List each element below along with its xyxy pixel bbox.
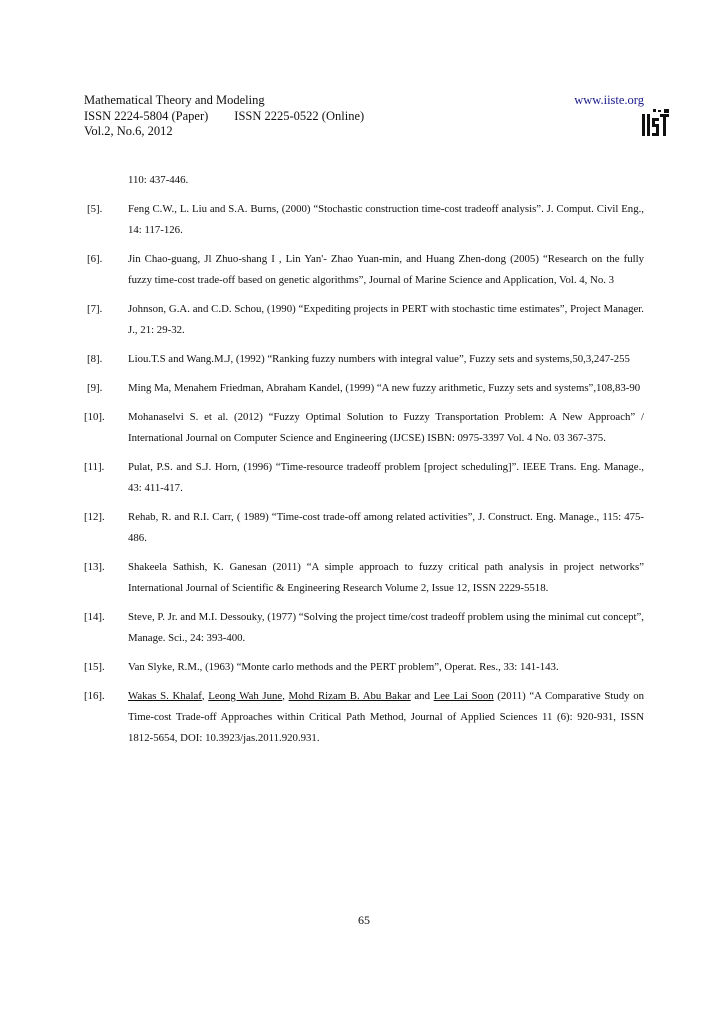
reference-number: [11]. <box>84 461 105 473</box>
reference-item <box>84 507 644 549</box>
journal-title: Mathematical Theory and Modeling <box>84 93 265 107</box>
reference-number: [10]. <box>84 411 105 423</box>
author-link[interactable]: Wakas S. Khalaf <box>128 690 202 702</box>
journal-url-link[interactable]: www.iiste.org <box>574 93 644 107</box>
reference-text: Rehab, R. and R.I. Carr, ( 1989) “Time-cost trade-off among related activities”, J. Construct. Eng. Manage., 115: 475-486. <box>128 511 644 544</box>
iiste-logo <box>641 108 671 138</box>
reference-number: [15]. <box>84 661 105 673</box>
reference-text: Pulat, P.S. and S.J. Horn, (1996) “Time-resource tradeoff problem [project scheduling]”. IEEE Trans. Eng. Manage., 43: 411-417. <box>128 461 644 494</box>
references-list <box>84 170 644 757</box>
issn-online: ISSN 2225-0522 (Online) <box>234 108 365 123</box>
reference-item <box>84 657 644 678</box>
reference-continuation: 110: 437-446. <box>128 174 189 186</box>
reference-number: [9]. <box>87 382 103 394</box>
author-link[interactable]: Mohd Rizam B. Abu Bakar <box>288 690 411 702</box>
reference-text: Ming Ma, Menahem Friedman, Abraham Kandel, (1999) “A new fuzzy arithmetic, Fuzzy sets and systems”,108,83-90 <box>128 382 641 394</box>
reference-text: Jin Chao-guang, Jl Zhuo-shang I , Lin Yan'- Zhao Yuan-min, and Huang Zhen-dong (2005) “Research on the fully fuzzy time-cost trade-off based on genetic algorithms”, Journal of Marine Science and Application, Vol. 4, No. 3 <box>128 253 644 286</box>
reference-number: [7]. <box>87 303 103 315</box>
reference-text: Feng C.W., L. Liu and S.A. Burns, (2000) “Stochastic construction time-cost tradeoff analysis”. J. Comput. Civil Eng., 14: 117-126. <box>128 203 644 236</box>
reference-item <box>84 199 644 241</box>
reference-item <box>84 457 644 499</box>
reference-entries <box>84 199 644 678</box>
reference-item <box>84 557 644 599</box>
reference-number: [16]. <box>84 690 105 702</box>
reference-text: Van Slyke, R.M., (1963) “Monte carlo methods and the PERT problem”, Operat. Res., 33: 141-143. <box>128 661 559 673</box>
reference-item <box>84 378 644 399</box>
reference-text: Liou.T.S and Wang.M.J, (1992) “Ranking fuzzy numbers with integral value”, Fuzzy sets and systems,50,3,247-255 <box>128 353 630 365</box>
reference-item <box>84 607 644 649</box>
reference-number: [6]. <box>87 253 103 265</box>
reference-number: [14]. <box>84 611 105 623</box>
reference-item <box>84 249 644 291</box>
reference-item <box>84 349 644 370</box>
issn-paper: ISSN 2224-5804 (Paper) <box>84 108 209 123</box>
reference-number: [12]. <box>84 511 105 523</box>
reference-text: Steve, P. Jr. and M.I. Dessouky, (1977) “Solving the project time/cost tradeoff problem using the minimal cut concept”, Manage. Sci., 24: 393-400. <box>128 611 644 644</box>
volume-issue: Vol.2, No.6, 2012 <box>84 124 173 138</box>
reference-item <box>84 407 644 449</box>
author-link[interactable]: Lee Lai Soon <box>433 690 494 702</box>
author-link[interactable]: Leong Wah June <box>208 690 283 702</box>
reference-text: Shakeela Sathish, K. Ganesan (2011) “A simple approach to fuzzy critical path analysis in project networks” International Journal of Scientific & Engineering Research Volume 2, Issue 12, ISSN 2229-5518. <box>128 561 644 594</box>
reference-number: [5]. <box>87 203 103 215</box>
issn-line <box>84 109 644 125</box>
reference-number: [8]. <box>87 353 103 365</box>
reference-text: Johnson, G.A. and C.D. Schou, (1990) “Expediting projects in PERT with stochastic time estimates”, Project Manager. J., 21: 29-32. <box>128 303 644 336</box>
page-number: 65 <box>358 913 370 927</box>
reference-number: [13]. <box>84 561 105 573</box>
reference-item <box>84 299 644 341</box>
reference-text: Wakas S. Khalaf, Leong Wah June, Mohd Rizam B. Abu Bakar and Lee Lai Soon (2011) “A Comparative Study on Time-cost Trade-off Approaches within Critical Path Method, Journal of Applied Sciences 11 (6): 920-931, ISSN 1812-5654, DOI: 10.3923/jas.2011.920.931. <box>128 690 644 744</box>
journal-header <box>84 93 644 140</box>
reference-text: Mohanaselvi S. et al. (2012) “Fuzzy Optimal Solution to Fuzzy Transportation Problem: A New Approach” / International Journal on Computer Science and Engineering (IJCSE) ISBN: 0975-3397 Vol. 4 No. 03 367-375. <box>128 411 644 444</box>
reference-item-16 <box>84 686 644 749</box>
